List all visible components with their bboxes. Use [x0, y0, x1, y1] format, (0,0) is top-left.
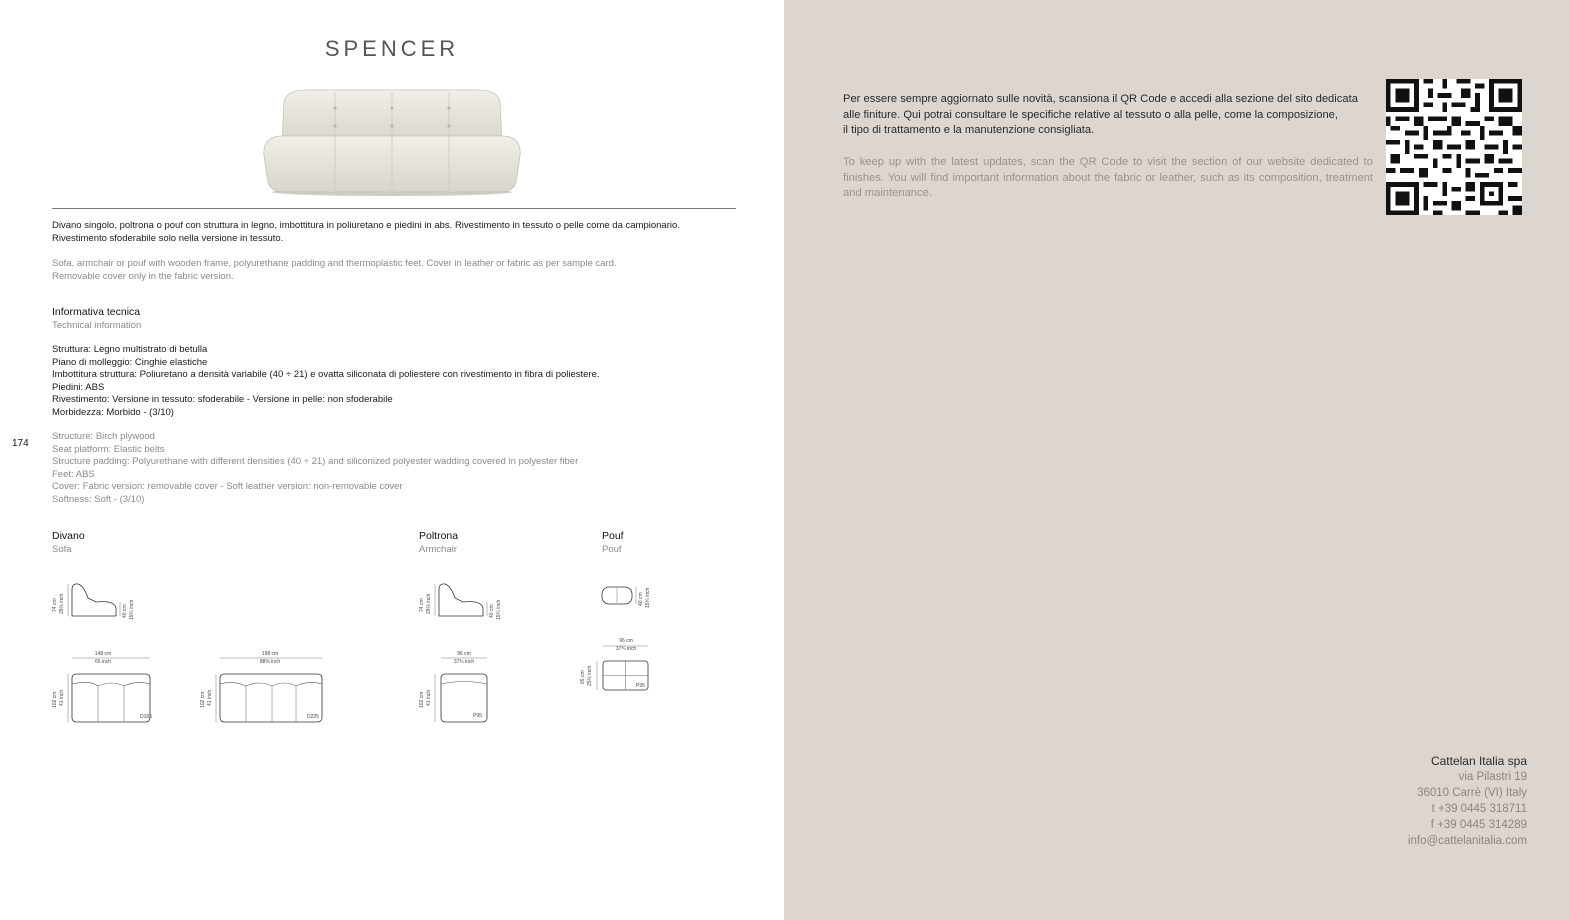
company-name: Cattelan Italia spa	[1430, 754, 1527, 768]
dim-label: 102 cm	[200, 691, 206, 708]
company-street: via Pilastri 19	[1458, 771, 1527, 783]
spec-line: Structure padding: Polyurethane with different densities (40 ÷ 21) and siliconized polyester wadding covered in polyester fiber	[52, 456, 579, 468]
company-fax: f +39 0445 314289	[1430, 819, 1527, 831]
dim-label: 41 inch	[207, 689, 213, 706]
spec-line: Piedini: ABS	[52, 381, 105, 393]
dim-label: 15¾ inch	[129, 599, 135, 620]
dim-label: 40 cm	[122, 604, 128, 618]
dim-label: 41 inch	[426, 689, 432, 706]
company-email[interactable]: info@cattelanitalia.com	[1407, 835, 1527, 847]
company-address	[1408, 753, 1527, 849]
dim-label: 25½ inch	[587, 665, 593, 686]
pouf-top-drawing	[576, 634, 656, 694]
model-code: D225	[307, 714, 319, 720]
variant-poltrona	[419, 530, 458, 556]
dim-label: 15¾ inch	[645, 587, 651, 608]
dim-label: 40 cm	[489, 604, 495, 618]
spec-line: Softness: Soft - (3/10)	[52, 493, 145, 505]
dim-label: 37¾ inch	[453, 659, 475, 665]
dim-label: 102 cm	[52, 691, 58, 708]
company-city: 36010 Carrè (VI) Italy	[1417, 787, 1527, 799]
dim-label: 74 cm	[419, 598, 425, 612]
dim-label: 74 cm	[52, 598, 58, 612]
company-phone: t +39 0445 318711	[1431, 803, 1527, 815]
dim-label: 37¾ inch	[615, 646, 637, 652]
dim-label: 41 inch	[59, 689, 65, 706]
d165-top-drawing	[48, 648, 158, 726]
dim-label: 40 cm	[638, 592, 644, 606]
finishes-line: alle finiture. Qui potrai consultare le specifiche relative al tessuto o alla pelle, come la composizione,	[843, 108, 1338, 121]
dim-label: 29⅛ inch	[59, 593, 65, 614]
model-code: P95	[473, 713, 482, 719]
spec-line: Cover: Fabric version: removable cover - Soft leather version: non-removable cover	[52, 481, 403, 493]
title-rule	[52, 208, 736, 209]
finishes-line: Per essere sempre aggiornato sulle novità, scansiona il QR Code e accedi alla sezione del sito dedicata	[843, 93, 1358, 105]
spec-line: Morbidezza: Morbido - (3/10)	[52, 406, 174, 418]
dim-label: 198 cm	[261, 651, 279, 657]
technical-specs-it	[52, 344, 732, 420]
finishes-info-it	[843, 92, 1373, 139]
variant-name: Divano	[52, 530, 85, 542]
spec-line: Imbottitura struttura: Poliuretano a densità variabile (40 ÷ 21) e ovatta siliconata di poliestere con rivestimento in fibra di poliestere.	[52, 369, 600, 381]
page-number: 174	[12, 438, 29, 449]
variant-pouf	[602, 530, 624, 556]
p95-top-drawing	[415, 648, 495, 726]
description-en-line: Removable cover only in the fabric version.	[52, 270, 234, 282]
spec-line: Struttura: Legno multistrato di betulla	[52, 344, 208, 355]
poltrona-side-drawing	[415, 580, 511, 622]
variant-name: Pouf	[602, 530, 624, 542]
sofa-photo	[258, 86, 526, 198]
variant-name-en: Armchair	[419, 544, 458, 555]
description-it-line: Rivestimento sfoderabile solo nella versione in tessuto.	[52, 232, 284, 244]
qr-code-icon[interactable]	[1386, 79, 1522, 215]
finishes-line: il tipo di trattamento e la manutenzione consigliata.	[843, 124, 1095, 137]
dim-label: 102 cm	[419, 691, 425, 708]
spec-line: Rivestimento: Versione in tessuto: sfoderabile - Versione in pelle: non sfoderabile	[52, 394, 393, 406]
finishes-info-en: To keep up with the latest updates, scan the QR Code to visit the section of our website dedicated to finishes. You will find important information about the fabric or leather, such as its composition, treatment and maintenance.	[843, 156, 1373, 200]
variant-name-en: Sofa	[52, 544, 72, 555]
dim-label: 15¾ inch	[496, 599, 502, 620]
dim-label: 65 cm	[580, 670, 586, 684]
technical-specs-en	[52, 431, 732, 507]
variant-divano	[52, 530, 85, 556]
divano-side-drawing	[48, 580, 144, 622]
model-code: P95	[636, 683, 645, 689]
spec-line: Seat platform: Elastic belts	[52, 443, 165, 455]
technical-heading-en: Technical information	[52, 320, 142, 331]
d225-top-drawing	[196, 648, 330, 726]
description-it	[52, 220, 732, 245]
variant-name-en: Pouf	[602, 544, 622, 555]
spec-line: Feet: ABS	[52, 468, 95, 480]
dim-label: 96 cm	[619, 638, 633, 644]
dim-label: 96 cm	[457, 651, 471, 657]
model-code: D165	[140, 714, 152, 720]
dim-label: 148 cm	[94, 651, 112, 657]
variant-name: Poltrona	[419, 530, 459, 542]
dim-label: 29⅛ inch	[426, 593, 432, 614]
spec-line: Structure: Birch plywood	[52, 431, 155, 442]
description-en-line: Sofa, armchair or pouf with wooden frame, polyurethane padding and thermoplastic feet. Cover in leather or fabric as per sample card.	[52, 258, 617, 269]
spec-line: Piano di molleggio: Cinghie elastiche	[52, 356, 208, 368]
description-en	[52, 258, 732, 283]
technical-heading-it: Informativa tecnica	[52, 306, 141, 318]
description-it-line: Divano singolo, poltrona o pouf con struttura in legno, imbottitura in poliuretano e piedini in abs. Rivestimento in tessuto o pelle come da campionario.	[52, 220, 680, 231]
dim-label: 65 inch	[94, 659, 112, 665]
dim-label: 88⅝ inch	[259, 659, 281, 665]
product-title: SPENCER	[324, 36, 460, 61]
pouf-side-drawing	[598, 580, 658, 612]
